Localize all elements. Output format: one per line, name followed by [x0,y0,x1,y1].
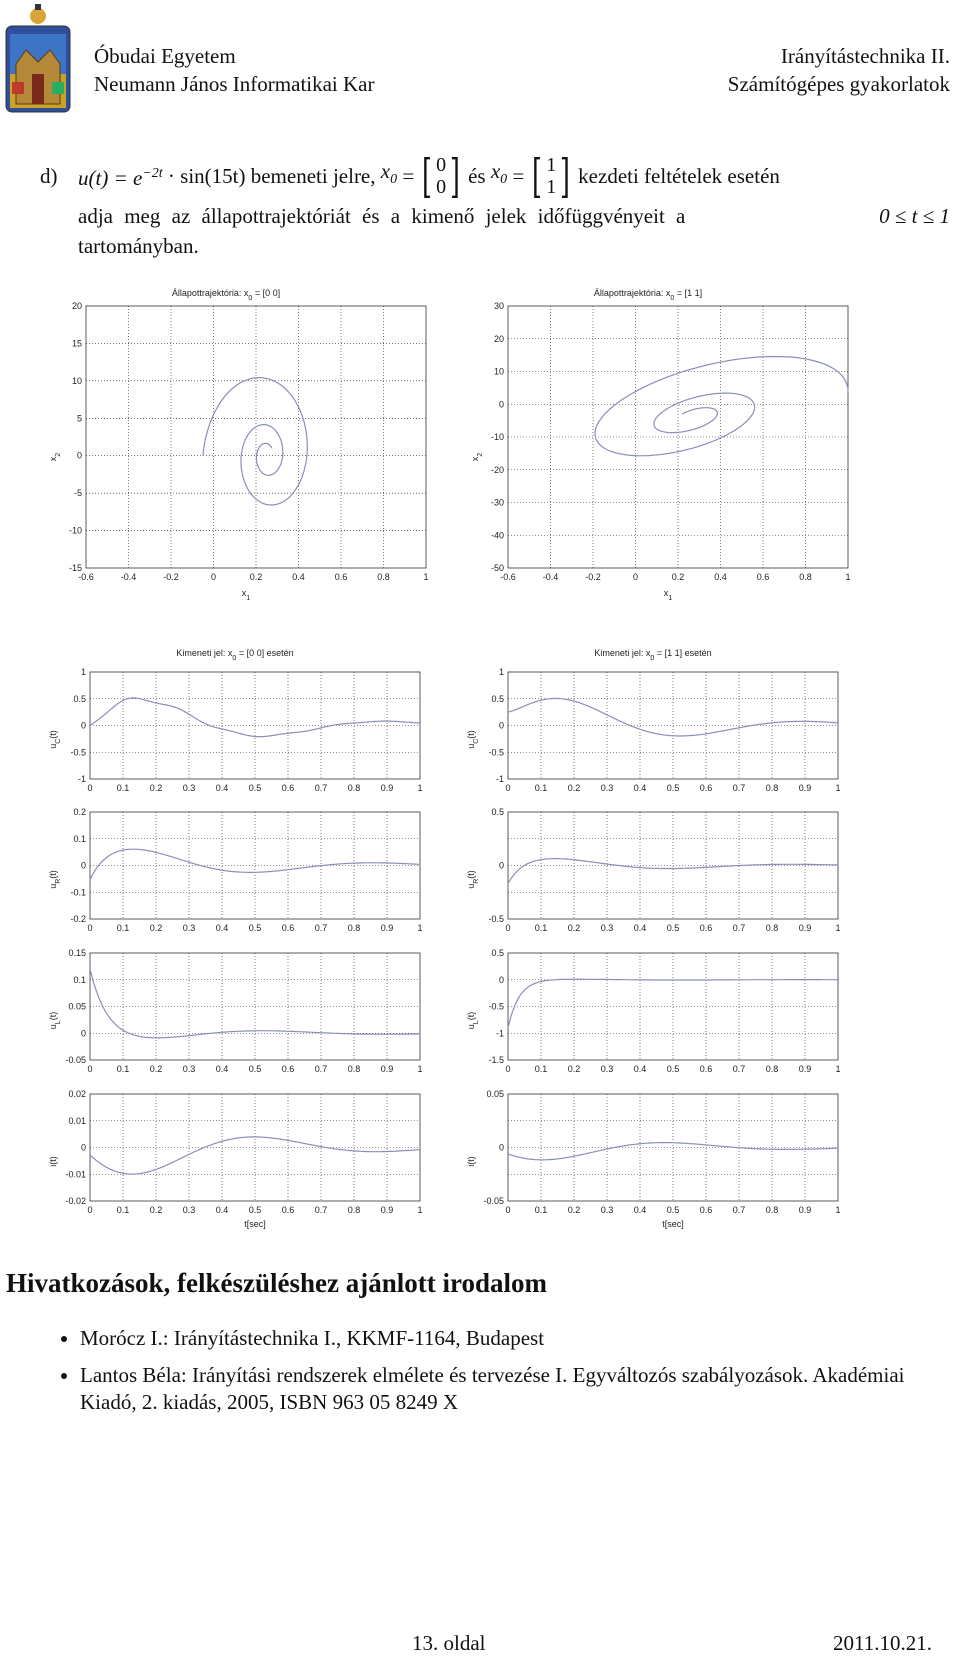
phase-right-xlabel: $x_1$ [663,588,673,602]
i-right-xtick: 0.8 [765,1205,779,1215]
uc-left-ytick: -0.5 [70,747,86,758]
uc-left-xtick: 0.4 [215,783,229,793]
uc-right-ylabel: $u_C(t)$ [466,730,480,749]
ul-right-xtick: 1 [835,1064,841,1074]
uc-left-ytick: 0.5 [73,693,86,704]
i-left-xtick: 0.3 [182,1205,196,1215]
ur-right-xtick: 0.5 [666,923,680,933]
phase-right-ytick: -50 [490,563,504,573]
i-right-xtick: 0.4 [633,1205,647,1215]
phase-left-xlabel: $x_1$ [241,588,251,602]
uc-right-xtick: 0 [505,783,511,793]
uc-left-ytick: -1 [77,774,86,784]
phase-left-ytick: 5 [76,413,82,424]
ul-right-xtick: 0.9 [798,1064,812,1074]
i-right-xtick: 1 [835,1205,841,1215]
x0-sub: 0 [390,172,398,188]
x0-sub-2: 0 [500,172,508,188]
phase-right-ytick: 0 [498,399,504,410]
ul-right-ytick: -0.5 [488,1001,504,1012]
ul-left-xtick: 1 [417,1064,423,1074]
initial-vector-one: [ 1 1 ] [532,149,571,203]
uc-right-xtick: 0.3 [600,783,614,793]
ul-right-xtick: 0.5 [666,1064,680,1074]
ul-right-ylabel: $u_L(t)$ [466,1011,480,1030]
course-name: Irányítástechnika II. [780,44,950,68]
ur-right-xtick: 0.8 [765,923,779,933]
i-left-xtick: 0.9 [380,1205,394,1215]
ur-left-xtick: 0.1 [116,923,130,933]
uc-left-xtick: 0 [87,783,93,793]
ur-left-xtick: 0 [87,923,93,933]
ur-left-ytick: -0.2 [70,914,86,924]
uc-right-xtick: 0.7 [732,783,746,793]
i-right-xlabel: t[sec] [662,1219,684,1229]
ur-left-xtick: 0.7 [314,923,328,933]
i-left-xtick: 0 [87,1205,93,1215]
phase-right-ytick: -30 [490,497,504,508]
uc-right-xtick: 1 [835,783,841,793]
phase-left-ytick: 0 [76,450,82,461]
uc-right-xtick: 0.8 [765,783,779,793]
ul-right-xtick: 0.6 [699,1064,713,1074]
ul-left-xtick: 0.6 [281,1064,295,1074]
i-left-xlabel: t[sec] [244,1219,266,1229]
phase-left-xtick: 0.2 [249,572,263,582]
vec1-elem-1: 0 [436,154,447,176]
uc-right-ytick: 1 [498,667,504,677]
i-left-ytick: 0.01 [68,1115,86,1126]
ul-right-xtick: 0.1 [534,1064,548,1074]
ur-left-xtick: 0.9 [380,923,394,933]
ur-right-xtick: 0 [505,923,511,933]
phase-left-xtick: -0.6 [78,572,94,582]
i-left-xtick: 0.2 [149,1205,163,1215]
phase-left-xtick: -0.2 [163,572,179,582]
uc-right-ytick: -0.5 [488,747,504,758]
phase-left-xtick: 1 [423,572,429,582]
input-signal-formula [78,159,163,193]
ur-right-xtick: 0.1 [534,923,548,933]
phase-right-ytick: 30 [493,301,504,311]
ul-right-ytick: -1.5 [488,1055,504,1065]
phase-left-ytick: -15 [68,563,82,573]
reference-item-1: • Morócz I.: Irányítástechnika I., KKMF-1164, Budapest [80,1325,944,1352]
ur-right-xtick: 0.3 [600,923,614,933]
ur-right-ytick: -0.5 [488,914,504,924]
phase-right-xtick: 0 [632,572,639,582]
i-right-xtick: 0.6 [699,1205,713,1215]
ul-right-ytick: -1 [495,1028,504,1039]
phase-right-ytick: 20 [493,333,504,344]
uc-left-xtick: 0.2 [149,783,163,793]
uc-left-xtick: 0.8 [347,783,361,793]
uc-left-xtick: 0.7 [314,783,328,793]
ul-left-ytick: 0.1 [73,974,86,985]
ur-left-xtick: 0.5 [248,923,262,933]
phase-left-xtick: 0 [210,572,217,582]
phase-right-xtick: 0.2 [671,572,685,582]
i-right-ylabel: i(t) [466,1156,476,1167]
ul-left-ytick: 0.05 [68,1001,86,1012]
ur-left-ytick: 0.1 [73,833,86,844]
uc-left-xtick: 0.3 [182,783,196,793]
i-left-xtick: 0.7 [314,1205,328,1215]
uc-left-ytick: 0 [80,720,86,731]
vec2-elem-2: 1 [546,176,557,198]
uc-left-ytick: 1 [80,667,86,677]
ul-left-xtick: 0.4 [215,1064,229,1074]
uc-right-xtick: 0.9 [798,783,812,793]
ul-left-ytick: 0 [80,1028,86,1039]
ul-left-xtick: 0.3 [182,1064,196,1074]
document-date: 2011.10.21. [833,1631,932,1655]
ur-right-ylabel: $u_R(t)$ [466,870,480,889]
phase-left-xtick: 0.8 [377,572,390,582]
phase-right-xtick: -0.4 [542,572,559,582]
ur-left-xtick: 0.3 [182,923,196,933]
ur-right-xtick: 0.7 [732,923,746,933]
i-right-xtick: 0.5 [666,1205,680,1215]
header-left [94,42,375,98]
ul-left-xtick: 0.1 [116,1064,130,1074]
ul-left-ytick: -0.05 [65,1055,86,1065]
uc-left-ylabel: $u_C(t)$ [48,730,62,749]
ur-right-xtick: 0.2 [567,923,581,933]
and-word: és [468,164,486,188]
task-line-2 [40,201,950,231]
input-formula-base: u(t) = e [78,166,143,190]
task-statement [40,149,950,261]
uc-left-xtick: 1 [417,783,423,793]
ur-left-ytick: -0.1 [70,887,86,898]
task-line-3: tartományban. [78,234,199,258]
ul-left-xtick: 0.8 [347,1064,361,1074]
ul-left-xtick: 0.9 [380,1064,394,1074]
uc-left-xtick: 0.9 [380,783,394,793]
i-right-ytick: 0.05 [486,1089,504,1099]
phase-left-xtick: 0.6 [334,572,348,582]
phase-right-xtick: -0.2 [585,572,601,582]
i-right-xtick: 0.9 [798,1205,812,1215]
ur-right-xtick: 0.9 [798,923,812,933]
equals-sign-2: = [512,164,525,188]
i-left-xtick: 0.4 [215,1205,229,1215]
phase-right-xtick: 0.6 [756,572,770,582]
ur-right-xtick: 1 [835,923,841,933]
input-formula-exp: −2t [142,166,163,181]
ul-right-xtick: 0.3 [600,1064,614,1074]
uc-right-ytick: 0.5 [491,693,504,704]
i-left-xtick: 0.1 [116,1205,130,1215]
ul-left-ytick: 0.15 [68,948,86,958]
ur-left-xtick: 0.4 [215,923,229,933]
ul-left-xtick: 0 [87,1064,93,1074]
institution-name: Óbudai Egyetem [94,44,236,68]
i-left-xtick: 1 [417,1205,423,1215]
i-right-xtick: 0 [505,1205,511,1215]
input-formula-sin: · sin(15t) [167,164,246,188]
i-right-xtick: 0.3 [600,1205,614,1215]
uc-right-xtick: 0.6 [699,783,713,793]
i-left-xtick: 0.8 [347,1205,361,1215]
ul-left-ylabel: $u_L(t)$ [48,1011,62,1030]
phase-left-ytick: -10 [68,525,82,536]
page-number: 13. oldal [412,1631,486,1655]
task-label: d) [40,164,58,188]
ur-right-ytick: 0 [498,860,504,871]
ur-right-ytick: 0.5 [491,807,504,817]
i-left-ytick: 0.02 [68,1089,86,1099]
phase-right-ytick: -10 [490,432,504,442]
vec1-elem-2: 0 [436,176,447,198]
ul-right-xtick: 0 [505,1064,511,1074]
reference-item-2: • Lantos Béla: Irányítási rendszerek elmélete és tervezése I. Egyváltozós szabályozások. Akadémiai Kiadó, 2. kiadás, 2005, ISBN 963 05 8249 X [80,1362,944,1416]
i-left-xtick: 0.5 [248,1205,262,1215]
phase-left-ytick: 15 [71,338,82,349]
ur-left-ylabel: $u_R(t)$ [48,870,62,889]
ul-right-xtick: 0.8 [765,1064,779,1074]
phase-right-xtick: 1 [845,572,851,582]
uc-right-xtick: 0.4 [633,783,647,793]
phase-left-title: Állapottrajektória: $x_0 = [0$ 0] [171,288,281,302]
i-left-ytick: -0.01 [65,1169,86,1180]
university-crest-logo [4,4,72,116]
ur-left-xtick: 0.8 [347,923,361,933]
phase-right-ytick: -20 [490,464,504,475]
phase-right-xtick: -0.6 [500,572,516,582]
phase-right-ytick: -40 [490,530,504,541]
phase-left-ylabel: $x_2$ [48,452,62,462]
uc-right-xtick: 0.5 [666,783,680,793]
phase-right-xtick: 0.4 [714,572,727,582]
uc-right-xtick: 0.1 [534,783,548,793]
i-left-ytick: -0.02 [65,1196,86,1206]
uc-left-xtick: 0.6 [281,783,295,793]
initial-vector-zero: [ 0 0 ] [422,149,461,203]
initial-condition-text: kezdeti feltételek esetén [578,164,780,188]
ur-right-xtick: 0.4 [633,923,647,933]
phase-left-xtick: 0.4 [292,572,305,582]
x0-symbol-2 [491,156,507,195]
x0-symbol [381,156,397,195]
ul-left-xtick: 0.2 [149,1064,163,1074]
phase-right-ytick: 10 [493,366,504,377]
references-title: Hivatkozások, felkészüléshez ajánlott irodalom [6,1268,547,1298]
phase-left-xtick: -0.4 [120,572,137,582]
input-signal-text: bemeneti jelre, [250,164,376,188]
uc-left-xtick: 0.1 [116,783,130,793]
uc-right-xtick: 0.2 [567,783,581,793]
i-left-ytick: 0 [80,1142,86,1153]
uc-left-xtick: 0.5 [248,783,262,793]
figure-plots [0,280,960,1240]
header-right [728,42,950,98]
task-line-1 [40,149,950,203]
uc-right-ytick: 0 [498,720,504,731]
equals-sign-1: = [402,164,415,188]
ur-left-xtick: 1 [417,923,423,933]
ur-left-ytick: 0.2 [73,807,86,817]
ul-left-xtick: 0.7 [314,1064,328,1074]
ur-left-xtick: 0.6 [281,923,295,933]
phase-right-xtick: 0.8 [799,572,812,582]
phase-right-title: Állapottrajektória: $x_0 = [1$ 1] [593,288,703,302]
ul-left-xtick: 0.5 [248,1064,262,1074]
i-left-ylabel: i(t) [48,1156,58,1167]
ul-right-xtick: 0.4 [633,1064,647,1074]
i-right-ytick: -0.05 [483,1196,504,1206]
phase-right-ylabel: $x_2$ [470,452,484,462]
vec2-elem-1: 1 [546,154,557,176]
uc-left-title: Kimeneti jel: $x_0 = [0$ 0] esetén [176,648,294,662]
i-right-xtick: 0.1 [534,1205,548,1215]
time-range: 0 ≤ t ≤ 1 [879,204,950,228]
ul-right-ytick: 0 [498,974,504,985]
course-type: Számítógépes gyakorlatok [727,72,950,96]
x0-letter-2: x [490,159,501,184]
ul-right-xtick: 0.7 [732,1064,746,1074]
i-left-xtick: 0.6 [281,1205,295,1215]
x0-letter: x [380,159,391,184]
phase-left-ytick: -5 [73,488,82,499]
ur-left-ytick: 0 [80,860,86,871]
ur-right-xtick: 0.6 [699,923,713,933]
uc-right-title: Kimeneti jel: $x_0 = [1$ 1] esetén [594,648,712,662]
uc-right-ytick: -1 [495,774,504,784]
faculty-name: Neumann János Informatikai Kar [94,72,375,96]
phase-left-ytick: 10 [71,375,82,386]
ul-right-ytick: 0.5 [491,948,504,958]
ul-right-xtick: 0.2 [567,1064,581,1074]
ur-left-xtick: 0.2 [149,923,163,933]
references-list [44,1325,944,1426]
i-right-ytick: 0 [498,1142,504,1153]
phase-left-ytick: 20 [71,301,82,311]
i-right-xtick: 0.2 [567,1205,581,1215]
task-line-2-text: adja meg az állapottrajektóriát és a kimenő jelek időfüggvényeit a [78,204,686,228]
i-right-xtick: 0.7 [732,1205,746,1215]
